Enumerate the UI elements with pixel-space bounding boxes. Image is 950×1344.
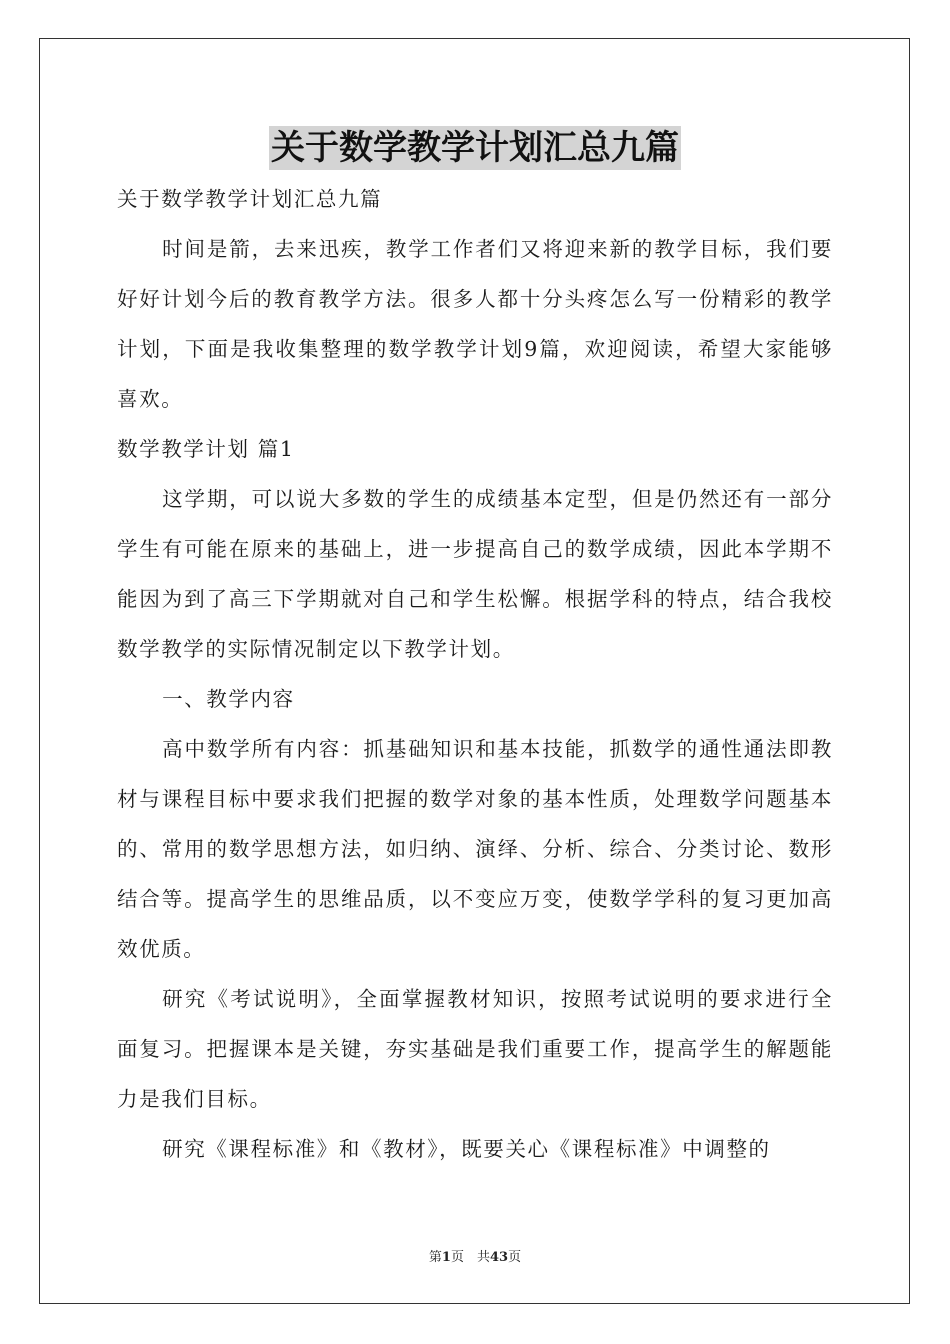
document-title: 关于数学教学计划汇总九篇 (271, 128, 679, 168)
footer-total-pages: 43 (489, 1250, 509, 1265)
title-container (0, 126, 950, 170)
paragraph: 研究《课程标准》和《教材》，既要关心《课程标准》中调整的 (162, 1137, 771, 1161)
paragraph: 时间是箭，去来迅疾，教学工作者们又将迎来新的教学目标，我们要好好计划今后的教育教学方法。很多人都十分头疼怎么写一份精彩的教学计划，下面是我收集整理的数学教学计划9篇，欢迎阅读，希望大家能够喜欢。 (117, 237, 833, 411)
document-body (117, 174, 833, 1174)
page-footer (0, 1246, 950, 1265)
section-heading: 数学教学计划 篇1 (117, 437, 295, 461)
footer-prefix: 第 (428, 1250, 442, 1265)
footer-page-number: 1 (441, 1250, 451, 1265)
paragraph: 高中数学所有内容：抓基础知识和基本技能，抓数学的通性通法即教材与课程目标中要求我们把握的数学对象的基本性质，处理数学问题基本的、常用的数学思想方法，如归纳、演绎、分析、综合、分类讨论、数形结合等。提高学生的思维品质，以不变应万变，使数学学科的复习更加高效优质。 (117, 737, 833, 961)
paragraph: 关于数学教学计划汇总九篇 (117, 187, 383, 211)
subsection-heading: 一、教学内容 (162, 687, 295, 711)
paragraph: 这学期，可以说大多数的学生的成绩基本定型，但是仍然还有一部分学生有可能在原来的基础上，进一步提高自己的数学成绩，因此本学期不能因为到了高三下学期就对自己和学生松懈。根据学科的特点，结合我校数学教学的实际情况制定以下教学计划。 (117, 487, 833, 661)
paragraph: 研究《考试说明》，全面掌握教材知识，按照考试说明的要求进行全面复习。把握课本是关键，夯实基础是我们重要工作，提高学生的解题能力是我们目标。 (117, 987, 833, 1111)
footer-suffix: 页 (508, 1250, 522, 1265)
footer-mid: 页 共 (450, 1250, 490, 1265)
